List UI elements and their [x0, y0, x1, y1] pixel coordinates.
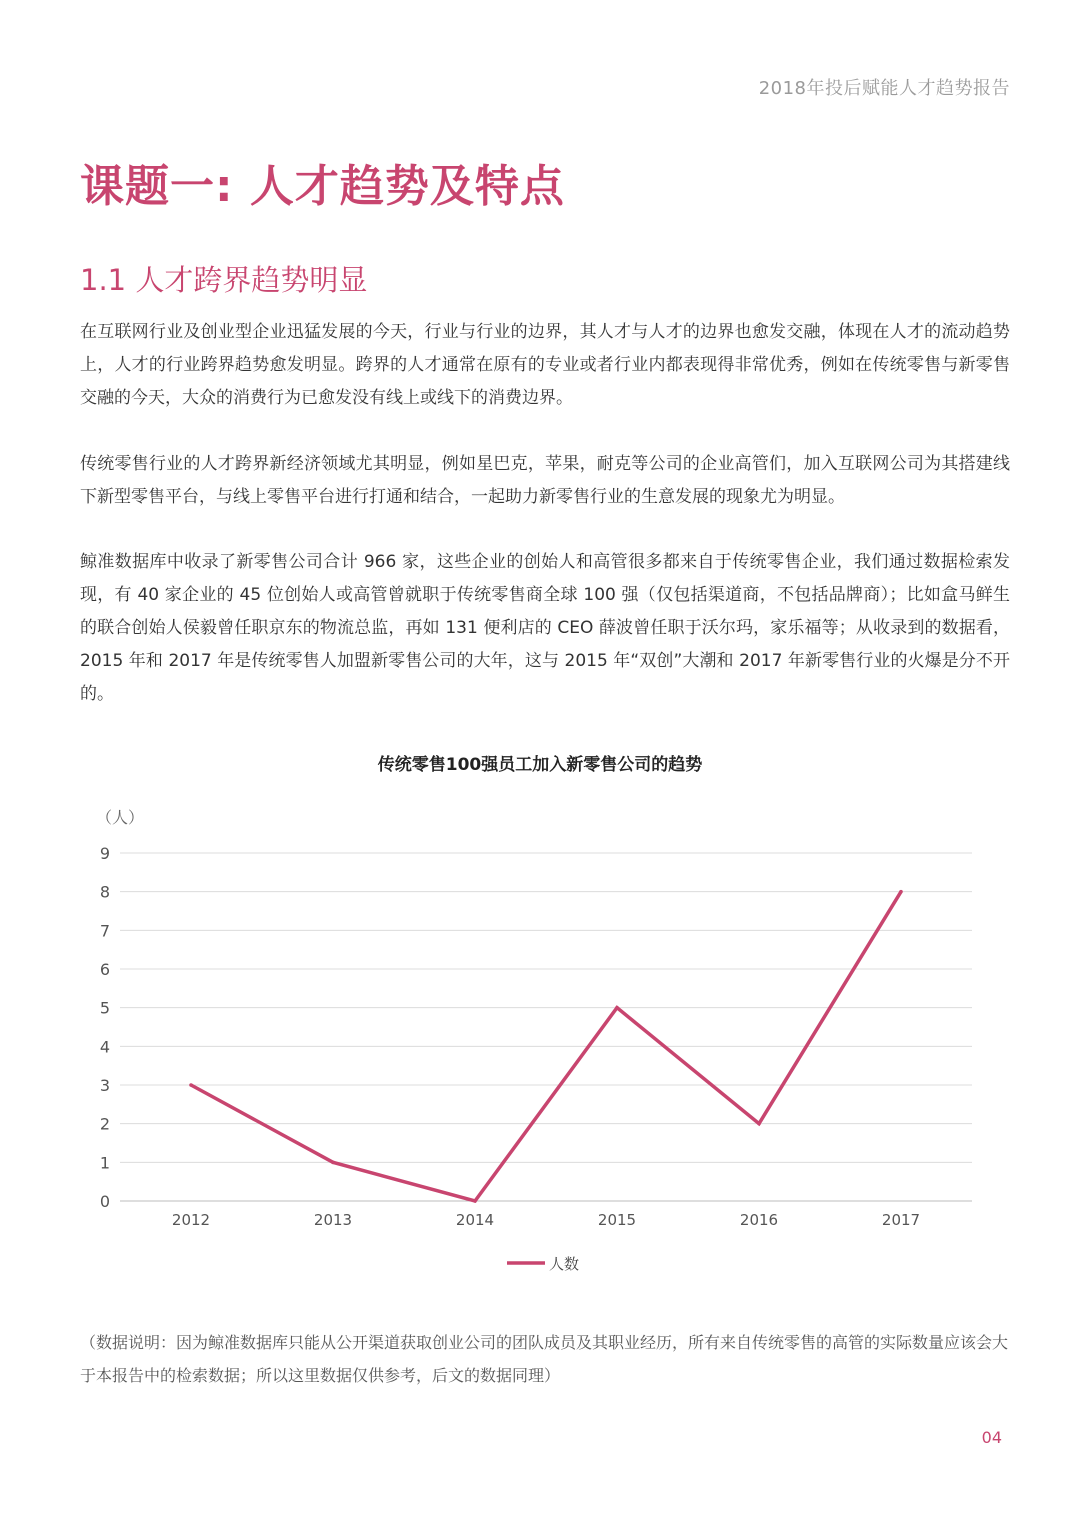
- paragraph-2-block: [80, 448, 1010, 514]
- legend-label: 人数: [549, 1255, 580, 1273]
- y-tick-label: 4: [99, 1037, 110, 1057]
- data-point: [473, 1199, 477, 1203]
- page-number: 04: [981, 1428, 1002, 1447]
- y-axis-label: （人）: [96, 808, 145, 827]
- paragraph-2: 传统零售行业的人才跨界新经济领域尤其明显，例如星巴克，苹果，耐克等公司的企业高管们，加入互联网公司为其搭建线下新型零售平台，与线上零售平台进行打通和结合，一起助力新零售行业的生意发展的现象尤为明显。: [80, 454, 1010, 507]
- paragraph-1-block: [80, 316, 1010, 415]
- data-point: [331, 1161, 335, 1165]
- y-tick-label: 5: [99, 998, 110, 1018]
- y-tick-label: 2: [99, 1114, 110, 1134]
- paragraph-3: 鲸准数据库中收录了新零售公司合计 966 家，这些企业的创始人和高管很多都来自于传统零售企业，我们通过数据检索发现，有 40 家企业的 45 位创始人或高管曾就职于传统零售商全球 100 强（仅包括渠道商，不包括品牌商）；比如盒马鲜生的联合创始人侯毅曾任职京东的物流总监，再如 131 便利店的 CEO 薛波曾任职于沃尔玛，家乐福等；从收录到的数据看，2015 年和 2017 年是传统零售人加盟新零售公司的大年，这与 2015 年“双创”大潮和 2017 年新零售行业的火爆是分不开的。: [80, 552, 1010, 704]
- data-point: [899, 890, 903, 894]
- x-tick-label: 2016: [739, 1211, 779, 1229]
- x-tick-label: 2015: [597, 1211, 637, 1229]
- chapter-title: 课题一: 人才趋势及特点: [80, 161, 565, 212]
- report-header-title: 2018年投后赋能人才趋势报告: [758, 78, 1010, 99]
- y-tick-label: 3: [99, 1076, 110, 1095]
- y-tick-label: 8: [99, 882, 110, 902]
- chart-title: 传统零售100强员工加入新零售公司的趋势: [377, 755, 703, 775]
- y-tick-label: 6: [99, 960, 110, 979]
- data-point: [189, 1083, 193, 1087]
- x-tick-label: 2017: [881, 1211, 921, 1229]
- y-tick-label: 7: [99, 921, 110, 941]
- x-tick-label: 2014: [455, 1211, 495, 1229]
- y-tick-label: 0: [99, 1192, 110, 1211]
- line-chart: [0, 790, 1080, 1290]
- data-note: （数据说明：因为鲸准数据库只能从公开渠道获取创业公司的团队成员及其职业经历，所有来自传统零售的高管的实际数量应该会大于本报告中的检索数据；所以这里数据仅供参考，后文的数据同理）: [80, 1333, 1009, 1385]
- paragraph-1: 在互联网行业及创业型企业迅猛发展的今天，行业与行业的边界，其人才与人才的边界也愈发交融，体现在人才的流动趋势上，人才的行业跨界趋势愈发明显。跨界的人才通常在原有的专业或者行业内都表现得非常优秀，例如在传统零售与新零售交融的今天，大众的消费行为已愈发没有线上或线下的消费边界。: [80, 322, 1010, 408]
- data-point: [615, 1006, 619, 1010]
- data-point: [757, 1122, 761, 1126]
- section-title: 1.1 人才跨界趋势明显: [80, 263, 368, 297]
- x-tick-label: 2012: [171, 1211, 211, 1229]
- y-tick-label: 9: [99, 844, 110, 863]
- x-tick-label: 2013: [313, 1211, 353, 1229]
- y-tick-label: 1: [99, 1153, 110, 1173]
- paragraph-3-block: [80, 546, 1010, 711]
